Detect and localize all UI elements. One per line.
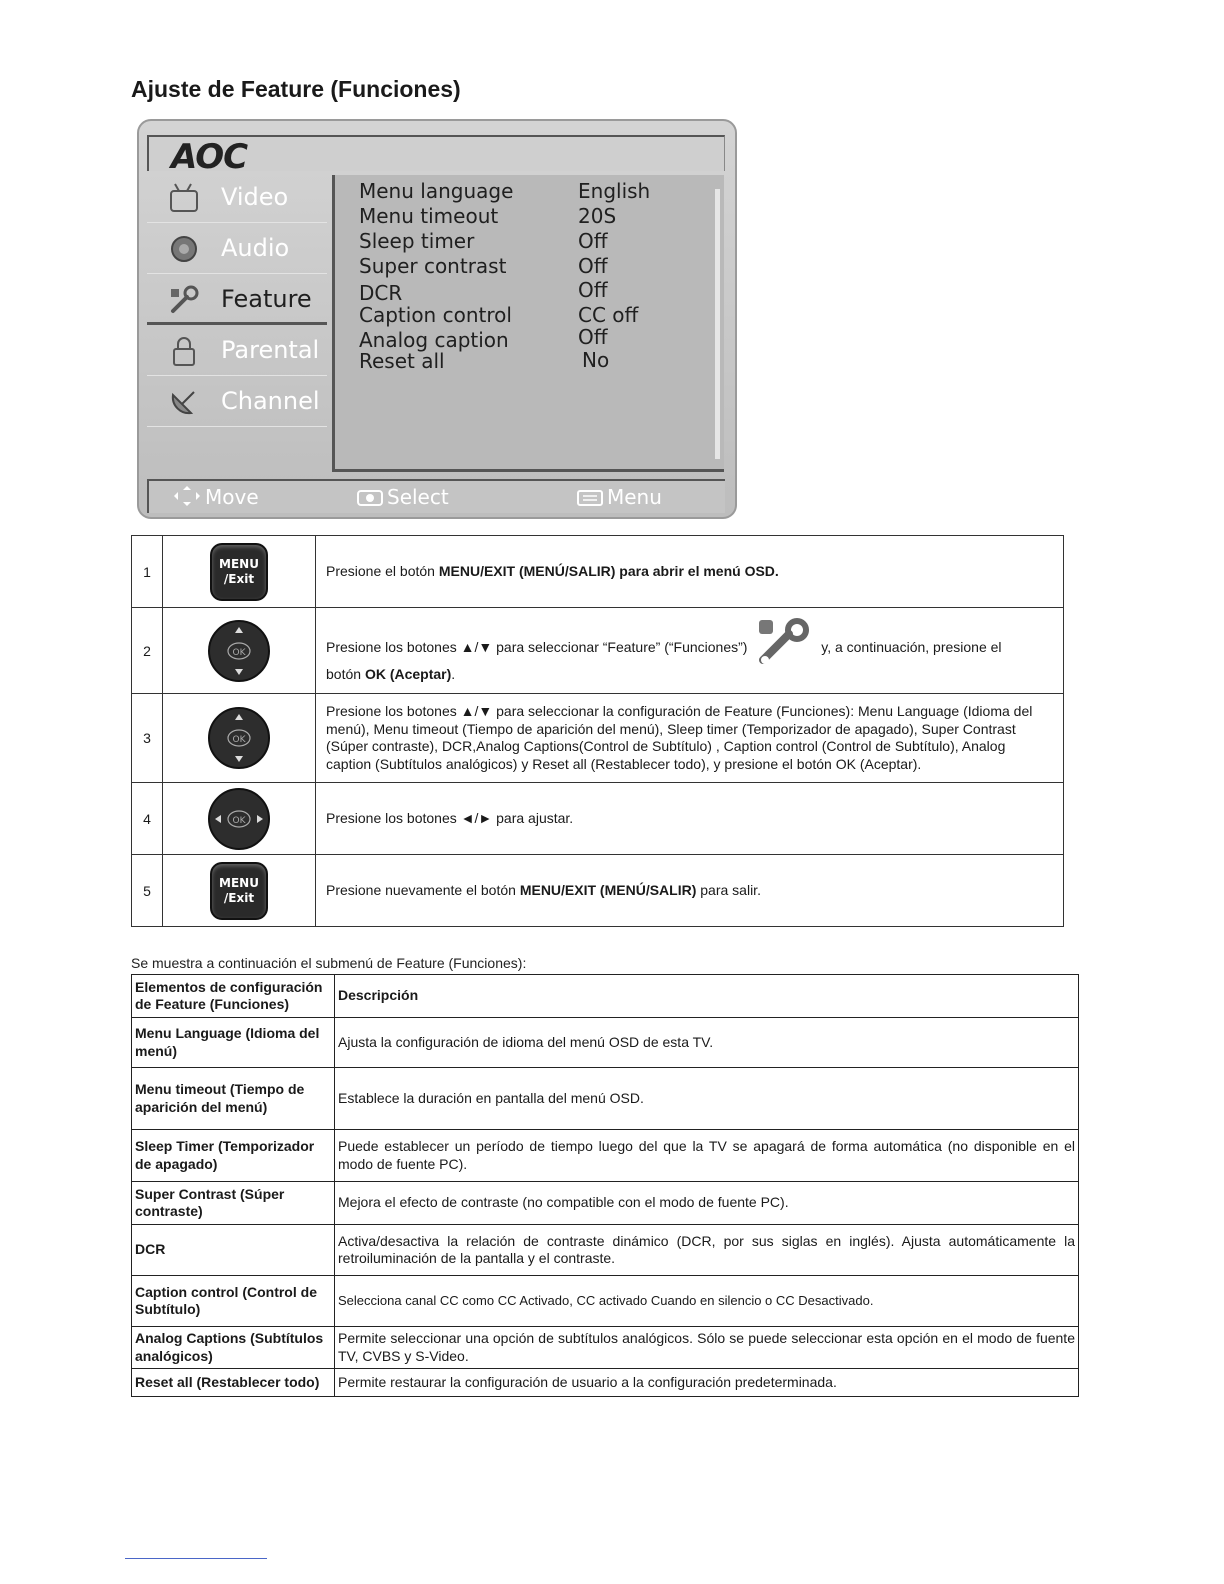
osd-footer-menu [577, 485, 662, 509]
step-number: 1 [132, 536, 163, 608]
step-text-bold: MENU/EXIT (MENÚ/SALIR) [519, 881, 697, 898]
feature-description-table [131, 974, 1079, 1397]
osd-sidebar-label: Audio [221, 234, 290, 262]
desc-key: Sleep Timer (Temporizador de apagado) [132, 1130, 335, 1182]
osd-footer-move-label: Move [205, 485, 259, 509]
step-text-part: Presione nuevamente el botón [326, 881, 520, 898]
desc-value: Activa/desactiva la relación de contraste dinámico (DCR, por sus siglas en inglés). Ajusta automáticamente la retroiluminación de la pantalla y el contraste. [335, 1225, 1079, 1276]
osd-sidebar-label: Channel [221, 387, 320, 415]
desc-row [132, 1369, 1079, 1397]
submenu-intro: Se muestra a continuación el submenú de Feature (Funciones): [131, 955, 527, 971]
osd-setting-value: Off [578, 278, 608, 302]
menu-exit-button [210, 543, 268, 601]
pad-ok-label: OK [232, 815, 246, 826]
lock-icon [167, 334, 201, 368]
desc-value: Permite seleccionar una opción de subtítulos analógicos. Sólo se puede seleccionar esta opción en el modo de fuente TV, CVBS y S-Video. [335, 1327, 1079, 1369]
desc-value: Selecciona canal CC como CC Activado, CC activado Cuando en silencio o CC Desactivado. [335, 1276, 1079, 1327]
up-down-ok-pad-icon [207, 619, 271, 683]
osd-setting-value: 20S [578, 204, 617, 228]
osd-footer-select [357, 485, 449, 509]
step-number: 3 [132, 694, 163, 783]
pad-ok-label: OK [232, 647, 246, 658]
desc-value: Puede establecer un período de tiempo luego del que la TV se apagará de forma automática (no disponible en el modo de fuente PC). [335, 1130, 1079, 1182]
osd-setting-label[interactable]: Caption control [359, 303, 512, 327]
select-button-icon [357, 489, 383, 507]
desc-value: Establece la duración en pantalla del menú OSD. [335, 1068, 1079, 1130]
desc-header-key: Elementos de configuración de Feature (Funciones) [132, 975, 335, 1018]
desc-value: Ajusta la configuración de idioma del menú OSD de esta TV. [335, 1018, 1079, 1068]
osd-setting-value: Off [578, 325, 608, 349]
osd-setting-label[interactable]: Sleep timer [359, 229, 475, 253]
step-text-part: Presione los botones ▲/▼ para seleccionar “Feature” (“Funciones”) [326, 638, 748, 655]
osd-header [147, 135, 725, 177]
osd-footer [147, 479, 725, 513]
step-button-cell [163, 783, 316, 855]
osd-setting-label[interactable]: Menu timeout [359, 204, 499, 228]
desc-key: Caption control (Control de Subtítulo) [132, 1276, 335, 1327]
footer-rule [125, 1558, 267, 1559]
step-text-part: Presione el botón [326, 562, 439, 579]
menu-btn-line2: /Exit [223, 890, 255, 905]
left-right-ok-pad-icon [207, 787, 271, 851]
osd-sidebar [147, 173, 333, 473]
desc-header-val: Descripción [335, 975, 1079, 1018]
osd-sidebar-label: Parental [221, 336, 320, 364]
step-text [316, 608, 1064, 694]
desc-key: Super Contrast (Súper contraste) [132, 1182, 335, 1225]
osd-setting-value: English [578, 179, 651, 203]
desc-row [132, 1068, 1079, 1130]
osd-footer-move [173, 485, 259, 509]
desc-key: Menu timeout (Tiempo de aparición del menú) [132, 1068, 335, 1130]
step-button-cell [163, 855, 316, 927]
osd-scrollbar[interactable] [715, 189, 720, 459]
step-number: 2 [132, 608, 163, 694]
osd-settings-panel [332, 175, 724, 472]
step-row [132, 536, 1064, 608]
desc-row [132, 1182, 1079, 1225]
osd-setting-label[interactable]: DCR [359, 281, 403, 305]
osd-sidebar-label: Video [221, 183, 289, 211]
step-text-bold: OK (Aceptar) [364, 665, 452, 682]
step-text-part: y, a continuación, presione el [821, 638, 1002, 655]
osd-setting-label[interactable]: Analog caption [359, 328, 509, 352]
wrench-icon [755, 618, 813, 666]
menu-btn-line2: /Exit [223, 571, 255, 586]
osd-setting-label[interactable]: Menu language [359, 179, 514, 203]
osd-setting-value: No [582, 348, 610, 372]
step-text: Presione los botones ▲/▼ para seleccionar la configuración de Feature (Funciones): Menu Language (Idioma del menú), Menu timeout (Tiempo de aparición del menú), Sleep timer (Temporizador de apagado), Super Contrast (Súper contraste), DCR,Analog Captions(Control de Subtítulo) , Caption control (Control de Subtítulo), Analog caption (Subtítulos analógicos) y Reset all (Restablecer todo), y presione el botón OK (Aceptar). [316, 694, 1064, 783]
osd-sidebar-item-feature[interactable] [147, 275, 327, 325]
satellite-dish-icon [167, 385, 201, 419]
desc-key: Reset all (Restablecer todo) [132, 1369, 335, 1397]
menu-btn-line1: MENU [219, 875, 259, 890]
step-text-part: para salir. [696, 881, 761, 898]
osd-setting-value: Off [578, 254, 608, 278]
step-text-part: botón [326, 665, 365, 682]
pad-ok-label: OK [232, 735, 246, 745]
step-row [132, 855, 1064, 927]
page-title: Ajuste de Feature (Funciones) [131, 76, 461, 102]
step-button-cell [163, 536, 316, 608]
step-number: 5 [132, 855, 163, 927]
step-text: Presione los botones ◄/► para ajustar. [316, 783, 1064, 855]
desc-row [132, 1130, 1079, 1182]
desc-key: Analog Captions (Subtítulos analógicos) [132, 1327, 335, 1369]
osd-sidebar-item-channel[interactable] [147, 377, 327, 427]
step-button-cell [163, 608, 316, 694]
osd-sidebar-item-audio[interactable] [147, 224, 327, 274]
desc-key: DCR [132, 1225, 335, 1276]
menu-exit-button [210, 862, 268, 920]
speaker-icon [167, 232, 201, 266]
tv-icon [167, 181, 201, 215]
desc-row [132, 1225, 1079, 1276]
step-text-part: . [451, 665, 456, 682]
step-text-bold: MENU/EXIT (MENÚ/SALIR) para abrir el menú OSD. [438, 562, 779, 579]
menu-btn-line1: MENU [219, 556, 259, 571]
desc-header-row [132, 975, 1079, 1018]
osd-setting-value: Off [578, 229, 608, 253]
step-button-cell [163, 694, 316, 783]
osd-footer-select-label: Select [387, 485, 449, 509]
up-down-ok-pad-icon [207, 706, 271, 770]
osd-setting-label[interactable]: Reset all [359, 349, 445, 373]
steps-table [131, 535, 1064, 927]
menu-button-icon [577, 489, 603, 507]
step-text [316, 855, 1064, 927]
desc-value: Mejora el efecto de contraste (no compatible con el modo de fuente PC). [335, 1182, 1079, 1225]
step-number: 4 [132, 783, 163, 855]
osd-footer-menu-label: Menu [607, 485, 662, 509]
osd-menu-screenshot [137, 119, 737, 519]
step-row [132, 783, 1064, 855]
wrench-icon [167, 283, 201, 317]
desc-row [132, 1327, 1079, 1369]
move-arrows-icon [173, 485, 201, 507]
step-row [132, 608, 1064, 694]
desc-key: Menu Language (Idioma del menú) [132, 1018, 335, 1068]
desc-value: Permite restaurar la configuración de usuario a la configuración predeterminada. [335, 1369, 1079, 1397]
aoc-logo: AOC [171, 137, 248, 177]
osd-sidebar-item-parental[interactable] [147, 326, 327, 376]
desc-row [132, 1276, 1079, 1327]
osd-setting-label[interactable]: Super contrast [359, 254, 507, 278]
step-text [316, 536, 1064, 608]
desc-row [132, 1018, 1079, 1068]
step-row [132, 694, 1064, 783]
osd-setting-value: CC off [578, 303, 639, 327]
osd-sidebar-label: Feature [221, 285, 312, 313]
osd-sidebar-item-video[interactable] [147, 173, 327, 223]
